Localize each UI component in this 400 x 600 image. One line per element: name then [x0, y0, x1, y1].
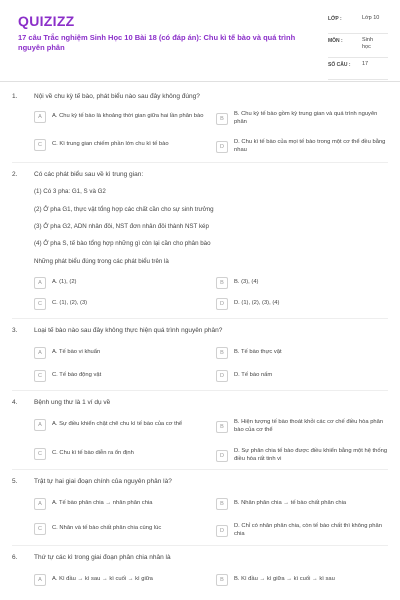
worksheet-header [0, 0, 400, 82]
option-text: C. Chu kì tế bào diễn ra ổn định [52, 450, 134, 457]
option-a[interactable] [34, 277, 206, 289]
question-text: Trật tự hai giai đoạn chính của nguyên phân là? [34, 478, 172, 485]
worksheet-meta [328, 14, 388, 82]
option-letter: C [34, 139, 46, 151]
question-number: 6. [12, 554, 18, 561]
class-label: LỚP : [328, 16, 342, 22]
option-text: C. (1), (2), (3) [52, 300, 88, 307]
option-text: B. Hiện tượng tế bào thoát khỏi các cơ chế điều hòa phân bào của cơ thể [234, 419, 384, 433]
option-c[interactable] [34, 370, 206, 382]
option-letter: C [34, 370, 46, 382]
subject-value: Sinh học [362, 37, 374, 50]
option-text: C. Tế bào động vật [52, 372, 102, 379]
option-text: D. Tế bào nấm [234, 372, 273, 379]
option-letter: C [34, 298, 46, 310]
option-text: A. Tế bào vi khuẩn [52, 349, 101, 356]
option-b[interactable] [216, 498, 388, 510]
option-text: B. (3), (4) [234, 279, 259, 286]
option-a[interactable] [34, 347, 206, 359]
option-letter: B [216, 113, 228, 125]
question-number: 4. [12, 399, 18, 406]
option-letter: A [34, 347, 46, 359]
question-count-value: 17 [362, 61, 369, 67]
option-d[interactable] [216, 139, 388, 154]
option-b[interactable] [216, 574, 388, 586]
question-text: Loại tế bào nào sau đây không thực hiện quá trình nguyên phân? [34, 327, 223, 334]
question-divider [12, 318, 388, 319]
option-a[interactable] [34, 574, 206, 586]
option-letter: A [34, 574, 46, 586]
option-letter: B [216, 574, 228, 586]
option-letter: D [216, 141, 228, 153]
question-divider [12, 469, 388, 470]
option-letter: D [216, 450, 228, 462]
question-count-label: SỐ CÂU : [328, 62, 351, 68]
option-letter: B [216, 347, 228, 359]
option-letter: C [34, 523, 46, 535]
statement: (1) Có 3 pha: G1, S và G2 [34, 188, 106, 195]
option-text: A. Sự điều khiển chặt chẽ chu kì tế bào của cơ thể [52, 421, 183, 428]
option-text: B. Tế bào thực vật [234, 349, 282, 356]
option-letter: A [34, 498, 46, 510]
option-text: D. Sự phân chia tế bào được điều khiển bằng một hệ thống điều hòa rất tinh vi [234, 448, 388, 462]
question-number: 1. [12, 93, 18, 100]
option-letter: D [216, 525, 228, 537]
option-text: A. Chu kỳ tế bào là khoảng thời gian giữa hai lần phân bào [52, 113, 204, 120]
option-c[interactable] [34, 139, 206, 151]
question-text: Bệnh ung thư là 1 ví dụ về [34, 399, 111, 406]
option-d[interactable] [216, 448, 388, 463]
option-b[interactable] [216, 111, 388, 126]
question-number: 3. [12, 327, 18, 334]
option-text: A. Kì đầu → kì sau → kì cuối → kì giữa [52, 576, 153, 583]
option-letter: A [34, 111, 46, 123]
option-c[interactable] [34, 523, 206, 535]
worksheet-title: 17 câu Trắc nghiệm Sinh Học 10 Bài 18 (có đáp án): Chu kì tế bào và quá trình nguyên phân [18, 33, 296, 52]
option-letter: D [216, 298, 228, 310]
statement: Những phát biểu đúng trong các phát biểu trên là [34, 258, 169, 265]
option-letter: B [216, 498, 228, 510]
quizizz-logo: QUIZIZZ [18, 13, 75, 29]
option-text: B. Kì đầu → kì giữa → kì cuối → kì sau [234, 576, 335, 583]
option-a[interactable] [34, 498, 206, 510]
question-number: 2. [12, 171, 18, 178]
option-text: B. Nhân phân chia → tế bào chất phân chia [234, 500, 347, 507]
option-letter: A [34, 419, 46, 431]
option-d[interactable] [216, 298, 388, 310]
option-letter: D [216, 370, 228, 382]
option-text: D. (1), (2), (3), (4) [234, 300, 280, 307]
question-divider [12, 390, 388, 391]
option-d[interactable] [216, 370, 388, 382]
option-a[interactable] [34, 419, 206, 431]
option-d[interactable] [216, 523, 388, 538]
option-letter: C [34, 448, 46, 460]
option-c[interactable] [34, 448, 206, 460]
option-b[interactable] [216, 419, 388, 434]
option-text: A. Tế bào phân chia → nhân phân chia [52, 500, 153, 507]
option-text: C. Nhân và tế bào chất phân chia cùng lúc [52, 525, 162, 532]
option-text: D. Chu kì tế bào của mọi tế bào trong một cơ thể đều bằng nhau [234, 139, 386, 153]
option-letter: A [34, 277, 46, 289]
question-text: Nội về chu kỳ tế bào, phát biểu nào sau đây không đúng? [34, 93, 200, 100]
option-c[interactable] [34, 298, 206, 310]
statement: (3) Ở pha G2, ADN nhân đôi, NST đơn nhân đôi thành NST kép [34, 223, 209, 230]
class-value: Lớp 10 [362, 15, 380, 21]
option-letter: B [216, 277, 228, 289]
question-divider [12, 545, 388, 546]
option-a[interactable] [34, 111, 206, 123]
statement: (4) Ở pha S, tế bào tổng hợp những gì còn lại cần cho phân bào [34, 240, 211, 247]
question-text: Có các phát biểu sau về kì trung gian: [34, 171, 144, 178]
question-divider [12, 162, 388, 163]
statement: (2) Ở pha G1, thực vật tổng hợp các chất cần cho sự sinh trưởng [34, 206, 214, 213]
subject-label: MÔN : [328, 38, 343, 44]
option-text: B. Chu kỳ tế bào gồm kỳ trung gian và quá trình nguyên phân [234, 111, 378, 125]
option-text: C. Kì trung gian chiếm phần lớn chu kì tế bào [52, 141, 169, 148]
option-text: D. Chỉ có nhân phân chia, còn tế bào chất thì không phân chia [234, 523, 382, 537]
option-b[interactable] [216, 277, 388, 289]
option-text: A. (1), (2) [52, 279, 77, 286]
option-letter: B [216, 421, 228, 433]
question-number: 5. [12, 478, 18, 485]
option-b[interactable] [216, 347, 388, 359]
question-text: Thứ tự các kì trong giai đoạn phân chia nhân là [34, 554, 171, 561]
